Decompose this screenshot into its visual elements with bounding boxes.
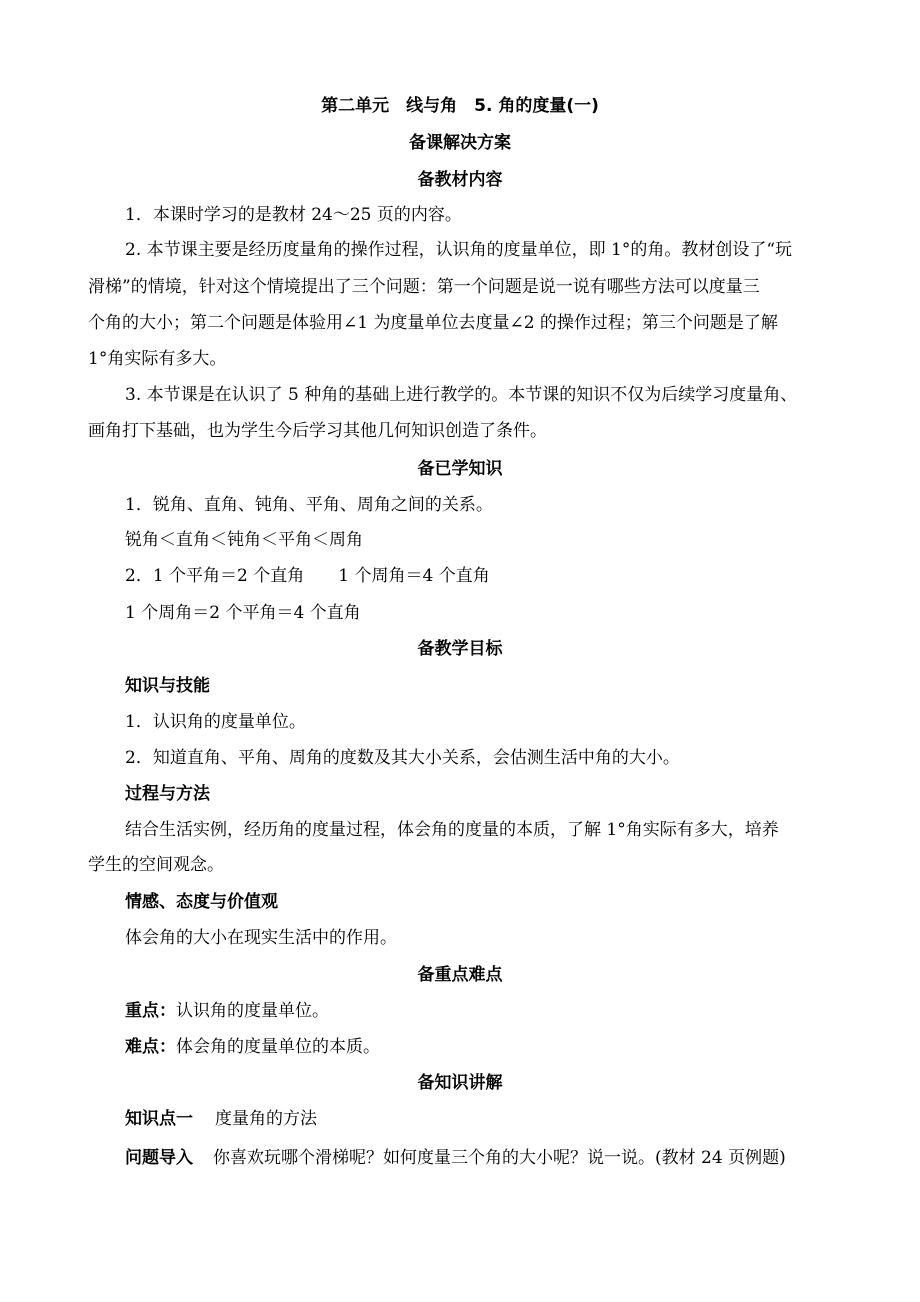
question-intro-label: 问题导入 [125, 1148, 193, 1168]
paragraph-content-2-line-2: 滑梯”的情境，针对这个情境提出了三个问题：第一个问题是说一说有哪些方法可以度量三 [88, 277, 760, 297]
paragraph-content-1: 1．本课时学习的是教材 24～25 页的内容。 [125, 205, 462, 225]
goal-emotion-1: 体会角的大小在现实生活中的作用。 [125, 928, 397, 948]
question-intro-text: 你喜欢玩哪个滑梯呢？如何度量三个角的大小呢？说一说。(教材 24 页例题) [213, 1148, 786, 1168]
prior-line-3: 2．1 个平角＝2 个直角 1 个周角＝4 个直角 [125, 566, 490, 586]
page-title: 第二单元 线与角 5. 角的度量(一) [321, 96, 599, 116]
subheading-process-method: 过程与方法 [125, 784, 210, 804]
difficult-point-line [125, 1037, 380, 1057]
difficult-point-text: 体会角的度量单位的本质。 [176, 1037, 380, 1057]
page-subtitle: 备课解决方案 [409, 133, 511, 153]
heading-prior-knowledge: 备已学知识 [417, 459, 503, 479]
prior-line-2: 锐角＜直角＜钝角＜平角＜周角 [125, 530, 363, 550]
paragraph-content-2-line-3: 个角的大小；第二个问题是体验用∠1 为度量单位去度量∠2 的操作过程；第三个问题是了解 [88, 313, 778, 333]
goal-knowledge-2: 2．知道直角、平角、周角的度数及其大小关系，会估测生活中角的大小。 [125, 748, 680, 768]
heading-key-difficult: 备重点难点 [417, 965, 503, 985]
knowledge-point-text: 度量角的方法 [215, 1109, 317, 1129]
key-point-text: 认识角的度量单位。 [176, 1001, 329, 1021]
paragraph-content-2-line-4: 1°角实际有多大。 [88, 349, 227, 369]
goal-process-line-1: 结合生活实例，经历角的度量过程，体会角的度量的本质，了解 1°角实际有多大，培养 [125, 820, 779, 840]
knowledge-point-line [125, 1109, 317, 1129]
prior-line-4: 1 个周角＝2 个平角＝4 个直角 [125, 603, 361, 623]
goal-knowledge-1: 1．认识角的度量单位。 [125, 712, 306, 732]
heading-textbook-content: 备教材内容 [417, 170, 503, 190]
question-intro-line [125, 1148, 786, 1168]
subheading-knowledge-skills: 知识与技能 [125, 676, 210, 696]
prior-line-1: 1．锐角、直角、钝角、平角、周角之间的关系。 [125, 495, 493, 515]
key-point-label: 重点： [125, 1001, 176, 1021]
heading-knowledge-explain: 备知识讲解 [417, 1073, 503, 1093]
key-point-line [125, 1001, 329, 1021]
knowledge-point-label: 知识点一 [125, 1109, 193, 1129]
paragraph-content-3-line-2: 画角打下基础，也为学生今后学习其他几何知识创造了条件。 [88, 421, 547, 441]
paragraph-content-2-line-1: 2. 本节课主要是经历度量角的操作过程，认识角的度量单位，即 1°的角。教材创设了“玩 [125, 240, 793, 260]
heading-teaching-goals: 备教学目标 [417, 639, 503, 659]
paragraph-content-3-line-1: 3. 本节课是在认识了 5 种角的基础上进行教学的。本节课的知识不仅为后续学习度量角、 [125, 385, 798, 405]
subheading-emotion-values: 情感、态度与价值观 [125, 892, 278, 912]
difficult-point-label: 难点： [125, 1037, 176, 1057]
goal-process-line-2: 学生的空间观念。 [88, 855, 224, 875]
